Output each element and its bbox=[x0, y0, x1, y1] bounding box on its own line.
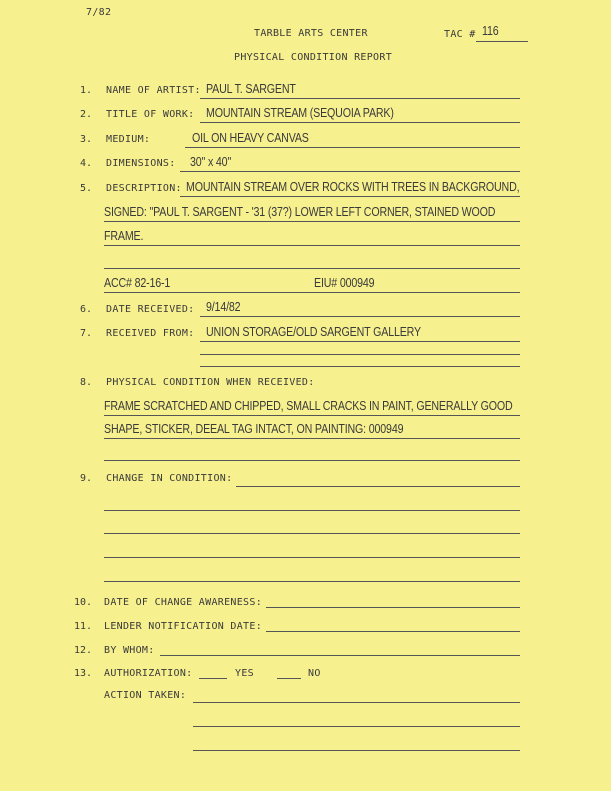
tac-number: 116 bbox=[482, 23, 499, 38]
date-change-awareness-line bbox=[266, 607, 520, 608]
field-number: 3. bbox=[79, 134, 92, 145]
by-whom-line bbox=[160, 655, 520, 656]
physical-condition-rule-1 bbox=[104, 415, 520, 416]
field-number: 13. bbox=[73, 668, 92, 679]
physical-condition-label: PHYSICAL CONDITION WHEN RECEIVED: bbox=[106, 377, 315, 388]
authorization-no: NO bbox=[308, 668, 321, 679]
artist-label: NAME OF ARTIST: bbox=[106, 85, 201, 96]
field-number: 2. bbox=[79, 109, 92, 120]
received-from-line-1 bbox=[200, 341, 520, 342]
report-title: PHYSICAL CONDITION REPORT bbox=[234, 52, 393, 63]
org-name: TARBLE ARTS CENTER bbox=[254, 28, 368, 39]
title-line bbox=[200, 122, 520, 123]
description-rule-1 bbox=[180, 196, 520, 197]
field-number: 1. bbox=[79, 85, 92, 96]
dimensions-line bbox=[180, 171, 520, 172]
field-number: 12. bbox=[73, 645, 92, 656]
date-received-label: DATE RECEIVED: bbox=[106, 304, 195, 315]
action-taken-rule-2 bbox=[193, 726, 520, 727]
change-rule-4 bbox=[104, 557, 520, 558]
authorization-label: AUTHORIZATION: bbox=[104, 668, 193, 679]
change-rule-1 bbox=[236, 486, 520, 487]
date-received-value: 9/14/82 bbox=[206, 299, 241, 314]
eiu-number: EIU# 000949 bbox=[314, 275, 375, 290]
change-rule-2 bbox=[104, 510, 520, 511]
change-rule-3 bbox=[104, 533, 520, 534]
description-line-3: FRAME. bbox=[104, 228, 144, 243]
authorization-yes-line bbox=[199, 678, 227, 679]
title-label: TITLE OF WORK: bbox=[106, 109, 195, 120]
description-label: DESCRIPTION: bbox=[106, 183, 182, 194]
action-taken-rule-3 bbox=[193, 750, 520, 751]
artist-line bbox=[200, 98, 520, 99]
description-rule-2 bbox=[104, 221, 520, 222]
physical-condition-rule-3 bbox=[104, 460, 520, 461]
description-line-1: MOUNTAIN STREAM OVER ROCKS WITH TREES IN BACKGROUND, bbox=[186, 179, 520, 194]
received-from-label: RECEIVED FROM: bbox=[106, 328, 195, 339]
physical-condition-line-1: FRAME SCRATCHED AND CHIPPED, SMALL CRACKS IN PAINT, GENERALLY GOOD bbox=[104, 398, 513, 413]
field-number: 6. bbox=[79, 304, 92, 315]
description-rule-3 bbox=[104, 245, 520, 246]
lender-notification-line bbox=[266, 631, 520, 632]
description-rule-4 bbox=[104, 268, 520, 269]
date-change-awareness-label: DATE OF CHANGE AWARENESS: bbox=[104, 597, 263, 608]
physical-condition-line-2: SHAPE, STICKER, DEEAL TAG INTACT, ON PAINTING: 000949 bbox=[104, 421, 404, 436]
field-number: 11. bbox=[73, 621, 92, 632]
field-number: 8. bbox=[79, 377, 92, 388]
change-in-condition-label: CHANGE IN CONDITION: bbox=[106, 473, 233, 484]
received-from-line-3 bbox=[200, 366, 520, 367]
date-code: 7/82 bbox=[86, 7, 112, 18]
field-number: 7. bbox=[79, 328, 92, 339]
authorization-yes: YES bbox=[235, 668, 254, 679]
dimensions-label: DIMENSIONS: bbox=[106, 158, 176, 169]
medium-value: OIL ON HEAVY CANVAS bbox=[192, 130, 309, 145]
title-value: MOUNTAIN STREAM (SEQUOIA PARK) bbox=[206, 105, 394, 120]
dimensions-value: 30" x 40" bbox=[190, 154, 232, 169]
artist-value: PAUL T. SARGENT bbox=[206, 81, 296, 96]
tac-label: TAC # bbox=[444, 29, 476, 40]
physical-condition-rule-2 bbox=[104, 438, 520, 439]
change-rule-5 bbox=[104, 581, 520, 582]
medium-label: MEDIUM: bbox=[106, 134, 151, 145]
lender-notification-label: LENDER NOTIFICATION DATE: bbox=[104, 621, 263, 632]
action-taken-label: ACTION TAKEN: bbox=[104, 690, 187, 701]
received-from-line-2 bbox=[200, 354, 520, 355]
tac-line bbox=[476, 41, 528, 42]
date-received-line bbox=[200, 316, 520, 317]
authorization-no-line bbox=[277, 678, 301, 679]
description-line-2: SIGNED: "PAUL T. SARGENT - '31 (37?) LOWER LEFT CORNER, STAINED WOOD bbox=[104, 204, 496, 219]
field-number: 10. bbox=[73, 597, 92, 608]
field-number: 4. bbox=[79, 158, 92, 169]
field-number: 5. bbox=[79, 183, 92, 194]
by-whom-label: BY WHOM: bbox=[104, 645, 155, 656]
accession-number: ACC# 82-16-1 bbox=[104, 275, 171, 290]
field-number: 9. bbox=[79, 473, 92, 484]
action-taken-rule-1 bbox=[193, 702, 520, 703]
acc-rule bbox=[104, 292, 520, 293]
received-from-value: UNION STORAGE/OLD SARGENT GALLERY bbox=[206, 324, 421, 339]
medium-line bbox=[185, 147, 520, 148]
